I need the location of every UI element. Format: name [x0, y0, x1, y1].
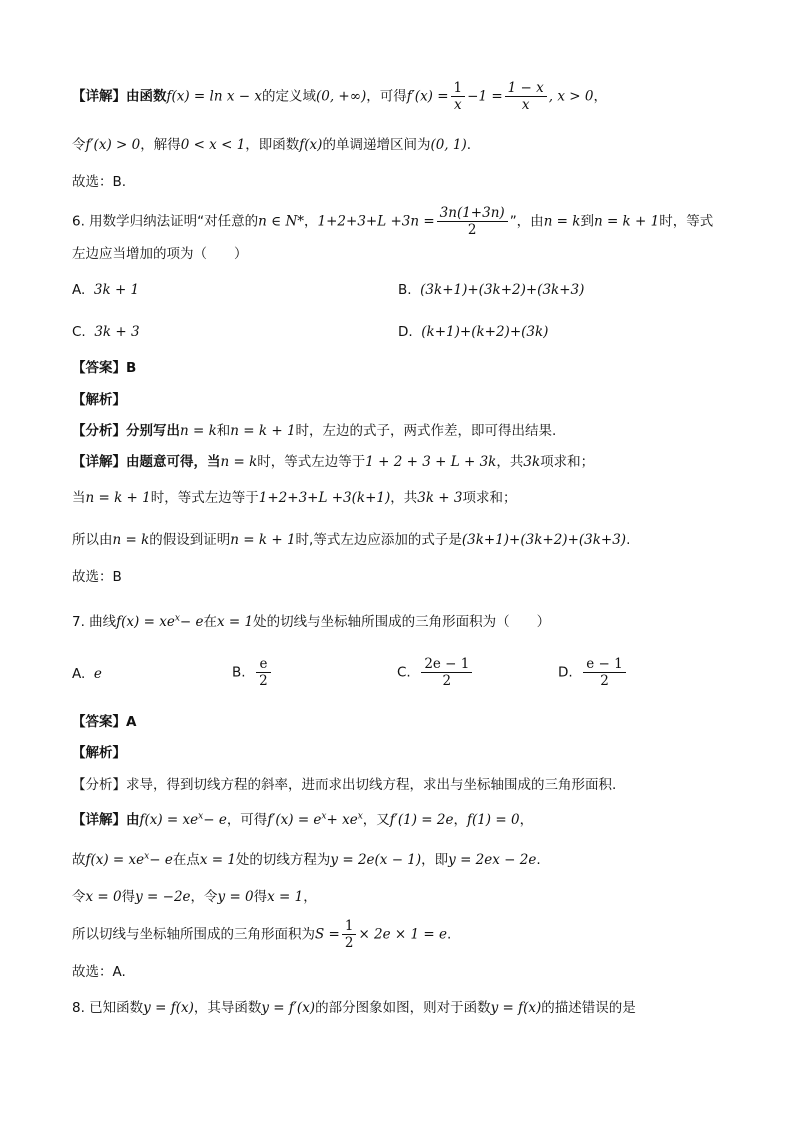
math-expr: 3k + 3	[417, 490, 463, 506]
analysis-6-detail-1	[72, 452, 734, 472]
math-expr: n = k + 1	[230, 532, 296, 548]
math-expr: f(x) = xe	[85, 852, 145, 868]
text-span: ，可得	[226, 812, 268, 828]
math-expr: n = k	[180, 423, 217, 439]
text-span: 项求和；	[462, 490, 517, 506]
text-span: 得	[121, 889, 136, 905]
numerator: 1	[342, 918, 357, 935]
analysis-6-fenxi	[72, 421, 734, 441]
text-span: 时,等式左边应添加的式子是	[295, 532, 462, 548]
text-span: 令	[72, 137, 86, 153]
superscript: x	[321, 811, 327, 822]
text-span: ，	[303, 889, 317, 905]
analysis-7-detail-1	[72, 810, 734, 830]
option-label: C.	[397, 664, 411, 681]
math-expr: x = 1	[199, 852, 236, 868]
text-span: 的假设到证明	[149, 532, 231, 548]
option-6c[interactable]	[72, 322, 140, 342]
fraction	[342, 918, 357, 951]
denominator: 2	[467, 222, 477, 238]
text-span: 到	[580, 213, 594, 230]
math-expr: f(x) = ln x − x	[166, 88, 262, 105]
fraction	[583, 656, 625, 689]
math-expr: f(x)	[299, 137, 323, 153]
detail-line-1	[72, 80, 734, 113]
math-expr: e	[93, 666, 102, 682]
text-span: ，又	[362, 812, 390, 828]
option-label: C.	[72, 324, 86, 340]
option-7b[interactable]	[232, 656, 273, 689]
math-expr: 3k + 1	[93, 282, 140, 298]
math-expr: (0, 1)	[430, 137, 467, 153]
analysis-7-detail-3	[72, 887, 734, 907]
math-expr: 1 + 2 + 3 + L + 3k	[365, 454, 497, 470]
text-span: ，共	[390, 490, 418, 506]
text-span: ，解得	[140, 137, 181, 153]
option-label: A.	[72, 666, 86, 682]
math-expr: f(x) = xe	[116, 614, 175, 630]
option-label: A.	[72, 282, 86, 298]
text-span: 令	[72, 889, 86, 905]
math-expr: n = k + 1	[230, 423, 296, 439]
answer-choice-line: 故选：B.	[72, 174, 127, 190]
answer-7: 【答案】A	[72, 714, 137, 730]
text-span: 6. 用数学归纳法证明“对任意的	[72, 213, 259, 230]
answer-6: 【答案】B	[72, 360, 137, 376]
math-expr: (3k+1)+(3k+2)+(3k+3)	[461, 532, 627, 548]
question-7-stem	[72, 612, 734, 632]
text-span: 【分析】分别写出	[72, 423, 180, 439]
text-span: 7. 曲线	[72, 614, 117, 630]
option-6b[interactable]	[398, 280, 584, 300]
text-span: 处的切线方程为	[235, 852, 331, 868]
math-expr: f(1) = 0	[466, 812, 520, 828]
math-expr: y = f(x)	[143, 1000, 194, 1016]
math-expr: y = 0	[217, 889, 254, 905]
math-expr: 1+2+3+L +3(k+1)	[258, 490, 391, 506]
math-expr: , x > 0	[548, 88, 594, 105]
text-span: 8. 已知函数	[72, 1000, 144, 1016]
math-expr: 0 < x < 1	[180, 137, 246, 153]
math-expr: x = 1	[216, 614, 254, 630]
text-span: .	[626, 532, 631, 548]
math-expr: − e	[203, 812, 227, 828]
text-span: 当	[72, 490, 86, 506]
fraction	[451, 80, 466, 113]
math-expr: x = 1	[267, 889, 304, 905]
fraction	[505, 80, 547, 113]
detail-label: 【详解】由函数	[72, 88, 167, 105]
math-expr: f′(x) = e	[267, 812, 322, 828]
math-expr: y = −2e	[135, 889, 191, 905]
text-span: 的描述错误的是	[541, 1000, 636, 1016]
text-span: 所以切线与坐标轴所围成的三角形面积为	[72, 926, 315, 943]
option-label: B.	[398, 282, 412, 298]
text-span: ，即	[421, 852, 449, 868]
math-expr: (0, +∞)	[315, 88, 367, 105]
text-span: ，可得	[366, 88, 407, 105]
text-span: .	[447, 926, 452, 943]
denominator: 2	[259, 673, 268, 689]
text-span: 【详解】由	[72, 812, 140, 828]
text-span: 得	[253, 889, 268, 905]
option-6a[interactable]	[72, 280, 139, 300]
math-expr: f′(x) > 0	[85, 137, 141, 153]
text-span: 时，等式左边等于	[150, 490, 259, 506]
math-expr: f(x) = xe	[139, 812, 199, 828]
text-span: 在点	[172, 852, 200, 868]
question-8-stem	[72, 998, 734, 1018]
math-expr: x = 0	[85, 889, 122, 905]
option-7d[interactable]	[558, 656, 628, 689]
math-expr: S =	[315, 926, 340, 943]
superscript: x	[357, 811, 363, 822]
text-span: 处的切线与坐标轴所围成的三角形面积为（ ）	[253, 614, 551, 630]
option-label: B.	[232, 664, 246, 681]
numerator: 1	[451, 80, 466, 97]
numerator: e	[256, 656, 271, 673]
math-expr: (3k+1)+(3k+2)+(3k+3)	[420, 282, 585, 298]
math-expr: n = k + 1	[85, 490, 151, 506]
text-span: .	[536, 852, 541, 868]
text-span: ，	[519, 812, 534, 828]
math-expr: y = f(x)	[490, 1000, 542, 1016]
text-span: 【详解】由题意可得，当	[72, 454, 221, 470]
superscript: x	[198, 811, 204, 822]
numerator: 3n(1+3n)	[437, 205, 508, 222]
math-expr: n = k	[543, 213, 581, 230]
denominator: 2	[600, 673, 609, 689]
option-label: D.	[398, 324, 413, 340]
math-expr: n = k	[112, 532, 150, 548]
text-span: ，共	[496, 454, 524, 470]
question-6-stem	[72, 205, 734, 238]
numerator: 2e − 1	[421, 656, 472, 673]
denominator: 2	[442, 673, 452, 689]
text-span: ，即函数	[245, 137, 300, 153]
math-expr: n ∈ N*	[258, 213, 305, 230]
analysis-6-detail-2	[72, 488, 734, 508]
numerator: e − 1	[583, 656, 625, 673]
math-expr: n = k	[220, 454, 258, 470]
text-span: .	[466, 137, 472, 153]
math-expr: × 2e × 1 = e	[358, 926, 448, 943]
text-span: 时，等式	[659, 213, 714, 230]
denominator: x	[454, 97, 462, 113]
option-6d[interactable]	[398, 322, 548, 342]
text-span: ，	[593, 88, 607, 105]
fraction	[437, 205, 508, 238]
text-span: 的单调递增区间为	[322, 137, 431, 153]
text-span: 项求和；	[540, 454, 595, 470]
text-span: ，	[453, 812, 467, 828]
text-span: 在	[203, 614, 217, 630]
analysis-7-fenxi: 【分析】求导，得到切线方程的斜率，进而求出切线方程，求出与坐标轴围成的三角形面积.	[72, 777, 617, 793]
option-7c[interactable]	[397, 656, 474, 689]
question-6-stem-cont: 左边应当增加的项为（ ）	[72, 246, 248, 262]
text-span: ，	[304, 213, 318, 230]
text-span: ，令	[190, 889, 218, 905]
denominator: x	[521, 97, 530, 113]
math-expr: f′(x) =	[406, 88, 449, 105]
math-expr: y = f′(x)	[261, 1000, 316, 1016]
analysis-6-heading: 【解析】	[72, 392, 126, 408]
math-expr: − e	[149, 852, 173, 868]
math-expr: n = k + 1	[593, 213, 660, 230]
answer-choice-7: 故选：A.	[72, 964, 126, 980]
answer-choice-6: 故选：B	[72, 569, 122, 585]
math-expr: 1+2+3+L +3n =	[317, 213, 435, 230]
math-expr: y = 2ex − 2e	[448, 852, 537, 868]
text-span: 的定义域	[261, 88, 316, 105]
math-expr: 3k + 3	[94, 324, 140, 340]
text-span: ，其导函数	[193, 1000, 262, 1016]
math-expr: + xe	[326, 812, 358, 828]
text-span: 故	[72, 852, 86, 868]
math-expr: − e	[179, 614, 204, 630]
math-expr: 3k	[523, 454, 541, 470]
superscript: x	[174, 613, 180, 624]
fraction	[256, 656, 271, 689]
detail-line-2	[72, 135, 734, 155]
denominator: 2	[344, 935, 354, 951]
text-span: 时，等式左边等于	[257, 454, 366, 470]
text-span: 和	[216, 423, 231, 439]
math-expr: −1 =	[467, 88, 503, 105]
math-expr: f′(1) = 2e	[389, 812, 454, 828]
numerator: 1 − x	[505, 80, 547, 97]
option-7a[interactable]	[72, 664, 102, 684]
fraction	[421, 656, 472, 689]
analysis-7-detail-4	[72, 918, 734, 951]
text-span: 的部分图象如图，则对于函数	[315, 1000, 491, 1016]
superscript: x	[144, 851, 150, 862]
analysis-7-detail-2	[72, 850, 734, 870]
math-expr: (k+1)+(k+2)+(3k)	[421, 324, 549, 340]
analysis-7-heading: 【解析】	[72, 745, 126, 761]
option-label: D.	[558, 664, 573, 681]
text-span: ”，由	[509, 213, 544, 230]
text-span: 时，左边的式子，两式作差，即可得出结果.	[295, 423, 557, 439]
math-expr: y = 2e(x − 1)	[330, 852, 422, 868]
analysis-6-detail-3	[72, 530, 734, 550]
text-span: 所以由	[72, 532, 113, 548]
